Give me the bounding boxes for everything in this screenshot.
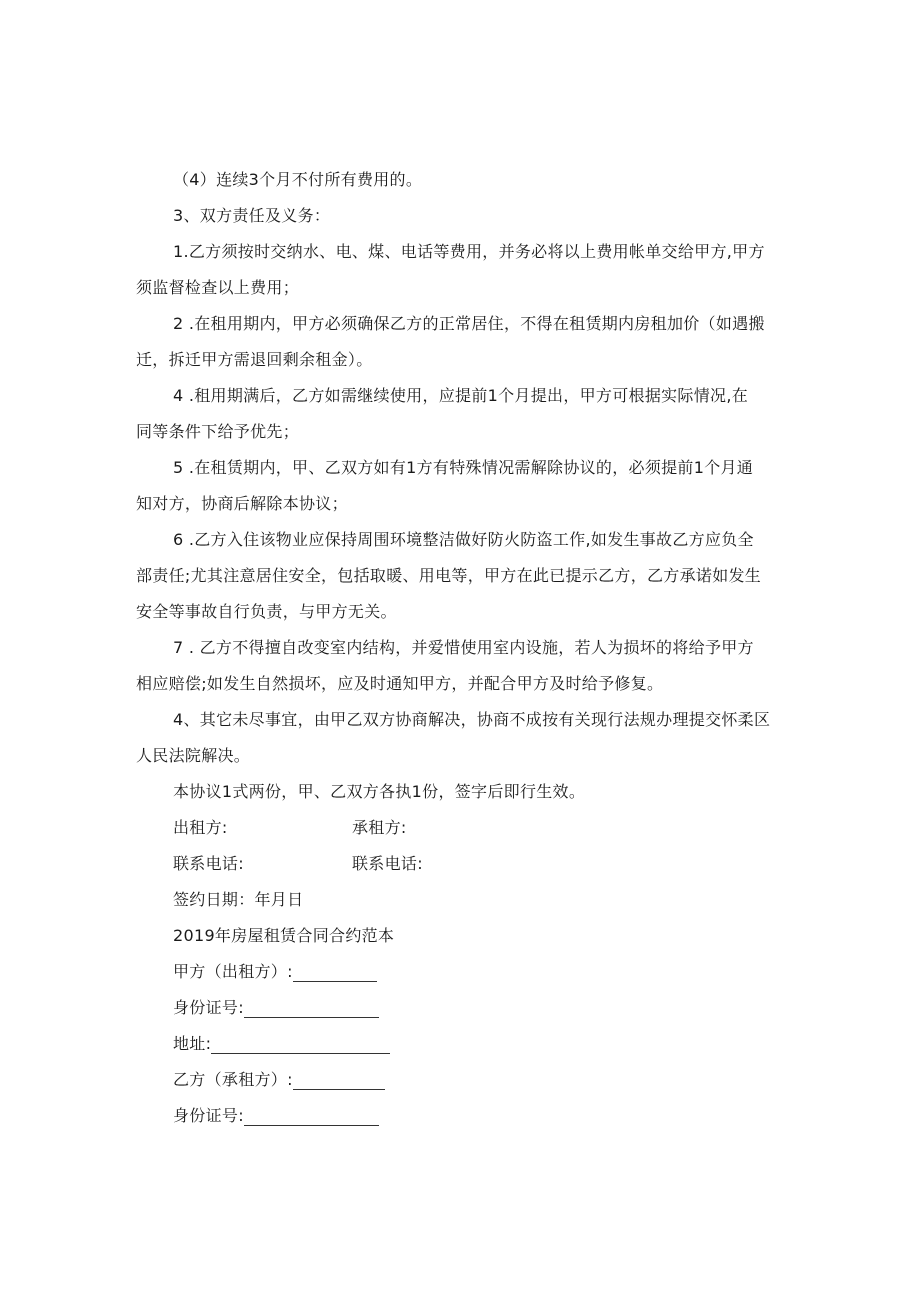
lessee-phone-label: 联系电话: xyxy=(352,854,423,873)
duty-text: 7 . 乙方不得擅自改变室内结构，并爱惜使用室内设施，若人为损坏的将给予甲方 xyxy=(173,638,754,657)
duty-text-continued: 相应赔偿;如发生自然损坏，应及时通知甲方，并配合甲方及时给予修复。 xyxy=(136,674,664,693)
lessor-id-field[interactable] xyxy=(173,990,795,1026)
field-label: 身份证号: xyxy=(173,1106,244,1125)
duty-7-paragraph xyxy=(136,630,795,702)
duty-text: 6 .乙方入住该物业应保持周围环境整洁做好防火防盗工作,如发生事故乙方应负全 xyxy=(173,530,754,549)
copies-paragraph xyxy=(173,774,795,810)
duty-2-paragraph xyxy=(136,306,795,378)
lessee-name-field[interactable] xyxy=(173,1062,795,1098)
section-text-continued: 人民法院解决。 xyxy=(136,746,251,765)
lessor-label: 出租方: xyxy=(173,818,228,837)
duty-text-continued: 迁，拆迁甲方需退回剩余租金）。 xyxy=(136,350,373,369)
duty-text-continued: 须监督检查以上费用； xyxy=(136,278,300,297)
field-label: 身份证号: xyxy=(173,998,244,1017)
template-heading xyxy=(173,918,795,954)
lessee-label: 承租方: xyxy=(352,818,407,837)
section-3-heading xyxy=(173,198,795,234)
duty-4-paragraph xyxy=(136,378,795,450)
template-heading-text: 2019年房屋租赁合同合约范本 xyxy=(173,926,395,945)
blank-line[interactable] xyxy=(244,995,379,1018)
blank-line[interactable] xyxy=(211,1031,390,1054)
phones-row xyxy=(173,846,795,882)
duty-5-paragraph xyxy=(136,450,795,522)
duty-text: 4 .租用期满后，乙方如需继续使用，应提前1个月提出，甲方可根据实际情况,在 xyxy=(173,386,749,405)
contract-body xyxy=(136,162,795,1134)
section-4-paragraph xyxy=(136,702,795,774)
lessor-phone-label: 联系电话: xyxy=(173,854,244,873)
address-field[interactable] xyxy=(173,1026,795,1062)
parties-row xyxy=(173,810,795,846)
lessor-name-field[interactable] xyxy=(173,954,795,990)
sign-date xyxy=(173,882,795,918)
clause-4-paragraph xyxy=(173,162,795,198)
duty-6-paragraph xyxy=(136,522,795,630)
duty-1-paragraph xyxy=(136,234,795,306)
duty-text: 1.乙方须按时交纳水、电、煤、电话等费用，并务必将以上费用帐单交给甲方,甲方 xyxy=(173,242,765,261)
clause-text: （4）连续3个月不付所有费用的。 xyxy=(173,170,423,189)
copies-text: 本协议1式两份，甲、乙双方各执1份，签字后即行生效。 xyxy=(173,782,586,801)
duty-text-continued: 知对方，协商后解除本协议； xyxy=(136,494,348,513)
field-label: 甲方（出租方）: xyxy=(173,962,293,981)
duty-text-continued: 同等条件下给予优先； xyxy=(136,422,300,441)
field-label: 地址: xyxy=(173,1034,212,1053)
blank-line[interactable] xyxy=(293,959,377,982)
duty-text-continued: 安全等事故自行负责，与甲方无关。 xyxy=(136,602,397,621)
field-label: 乙方（承租方）: xyxy=(173,1070,293,1089)
section-heading-text: 3、双方责任及义务： xyxy=(173,206,331,225)
lessee-id-field[interactable] xyxy=(173,1098,795,1134)
duty-text: 2 .在租用期内，甲方必须确保乙方的正常居住，不得在租赁期内房租加价（如遇搬 xyxy=(173,314,765,333)
duty-text-continued: 部责任;尤其注意居住安全，包括取暖、用电等，甲方在此已提示乙方，乙方承诺如发生 xyxy=(136,566,762,585)
blank-line[interactable] xyxy=(244,1103,379,1126)
blank-line[interactable] xyxy=(293,1067,385,1090)
duty-text: 5 .在租赁期内，甲、乙双方如有1方有特殊情况需解除协议的，必须提前1个月通 xyxy=(173,458,754,477)
sign-date-text: 签约日期：年月日 xyxy=(173,890,304,909)
section-text: 4、其它未尽事宜，由甲乙双方协商解决，协商不成按有关现行法规办理提交怀柔区 xyxy=(173,710,771,729)
